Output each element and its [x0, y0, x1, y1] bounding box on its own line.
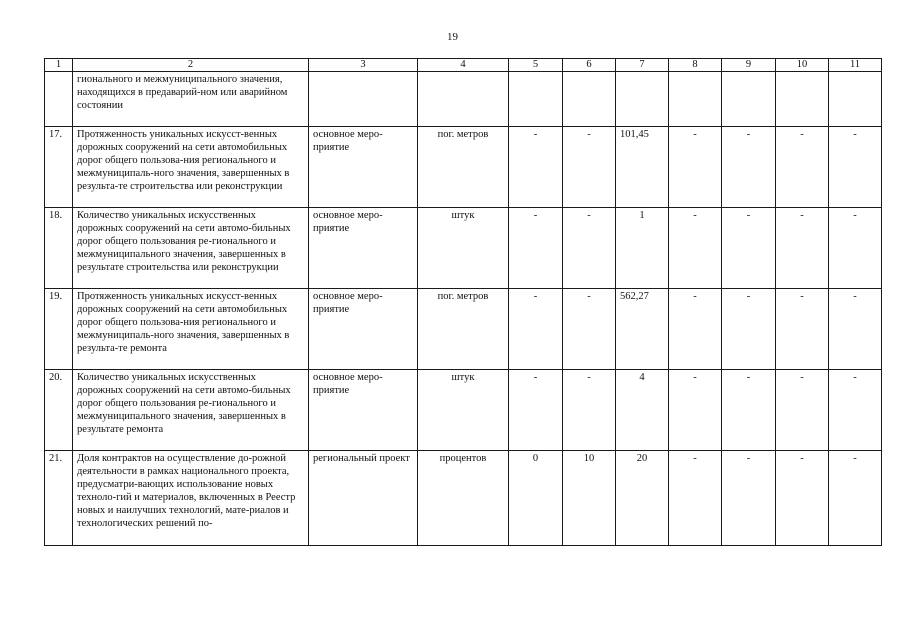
value-col-7: 4 — [616, 370, 669, 451]
page-number: 19 — [447, 31, 458, 43]
value-col-6: 10 — [563, 451, 616, 546]
indicator-name: Протяженность уникальных искусст-венных дорожных сооружений на сети автомобильных дорог общего пользова-ния регионального и межмуниципаль-ного значения, завершенных в результа-те строительства или реконструкции — [73, 127, 309, 208]
value-col-7: 101,45 — [616, 127, 669, 208]
column-header: 8 — [669, 59, 722, 72]
value-col-10: - — [776, 451, 829, 546]
column-header: 4 — [418, 59, 509, 72]
table-row — [45, 127, 882, 208]
indicator-name: Протяженность уникальных искусст-венных дорожных сооружений на сети автомобильных дорог общего пользова-ния регионального и межмуниципаль-ного значения, завершенных в результа-те ремонта — [73, 289, 309, 370]
unit-of-measure: штук — [418, 370, 509, 451]
value-col-7: 20 — [616, 451, 669, 546]
value-col-10 — [776, 72, 829, 127]
indicator-name: гионального и межмуниципального значения, находящихся в предаварий-ном или аварийном состоянии — [73, 72, 309, 127]
value-col-11: - — [829, 451, 882, 546]
value-col-9: - — [722, 289, 776, 370]
row-number: 19. — [45, 289, 73, 370]
table-row — [45, 289, 882, 370]
value-col-5: 0 — [509, 451, 563, 546]
indicator-type: основное меро-приятие — [309, 208, 418, 289]
value-col-8 — [669, 72, 722, 127]
value-col-10: - — [776, 289, 829, 370]
row-number: 21. — [45, 451, 73, 546]
column-header: 10 — [776, 59, 829, 72]
value-col-9: - — [722, 451, 776, 546]
column-header: 1 — [45, 59, 73, 72]
value-col-9: - — [722, 127, 776, 208]
value-col-6: - — [563, 289, 616, 370]
value-col-8: - — [669, 451, 722, 546]
value-col-9: - — [722, 370, 776, 451]
column-header: 11 — [829, 59, 882, 72]
table-header-row — [45, 59, 882, 72]
column-header: 5 — [509, 59, 563, 72]
row-number: 17. — [45, 127, 73, 208]
table-row — [45, 72, 882, 127]
unit-of-measure: процентов — [418, 451, 509, 546]
value-col-7: 1 — [616, 208, 669, 289]
table-row — [45, 208, 882, 289]
row-number: 18. — [45, 208, 73, 289]
unit-of-measure: пог. метров — [418, 289, 509, 370]
value-col-5: - — [509, 127, 563, 208]
indicators-table — [44, 58, 882, 546]
value-col-8: - — [669, 127, 722, 208]
indicator-type: основное меро-приятие — [309, 370, 418, 451]
column-header: 7 — [616, 59, 669, 72]
value-col-11: - — [829, 370, 882, 451]
value-col-9 — [722, 72, 776, 127]
indicator-type: региональный проект — [309, 451, 418, 546]
value-col-10: - — [776, 208, 829, 289]
indicator-type: основное меро-приятие — [309, 289, 418, 370]
indicator-type: основное меро-приятие — [309, 127, 418, 208]
column-header: 9 — [722, 59, 776, 72]
value-col-10: - — [776, 370, 829, 451]
unit-of-measure: штук — [418, 208, 509, 289]
value-col-7 — [616, 72, 669, 127]
value-col-8: - — [669, 208, 722, 289]
row-number — [45, 72, 73, 127]
column-header: 2 — [73, 59, 309, 72]
value-col-11: - — [829, 289, 882, 370]
value-col-8: - — [669, 289, 722, 370]
table-row — [45, 451, 882, 546]
value-col-6: - — [563, 370, 616, 451]
value-col-6 — [563, 72, 616, 127]
value-col-10: - — [776, 127, 829, 208]
table-row — [45, 370, 882, 451]
row-number: 20. — [45, 370, 73, 451]
value-col-11: - — [829, 127, 882, 208]
value-col-9: - — [722, 208, 776, 289]
value-col-6: - — [563, 208, 616, 289]
unit-of-measure — [418, 72, 509, 127]
unit-of-measure: пог. метров — [418, 127, 509, 208]
value-col-11: - — [829, 208, 882, 289]
value-col-5: - — [509, 208, 563, 289]
indicator-name: Доля контрактов на осуществление до-рожной деятельности в рамках национального проекта, предусматри-вающих использование новых техноло-гий и материалов, включенных в Реестр новых и наилучших технологий, мате-риалов и технологических решений по- — [73, 451, 309, 546]
value-col-5: - — [509, 370, 563, 451]
value-col-5: - — [509, 289, 563, 370]
column-header: 3 — [309, 59, 418, 72]
indicator-name: Количество уникальных искусственных дорожных сооружений на сети автомо-бильных дорог общего пользования ре-гионального и межмуниципального значения, завершенных в результате строительства или реконструкции — [73, 208, 309, 289]
value-col-6: - — [563, 127, 616, 208]
value-col-11 — [829, 72, 882, 127]
value-col-8: - — [669, 370, 722, 451]
indicator-name: Количество уникальных искусственных дорожных сооружений на сети автомо-бильных дорог общего пользования ре-гионального и межмуниципального значения, завершенных в результате ремонта — [73, 370, 309, 451]
value-col-7: 562,27 — [616, 289, 669, 370]
value-col-5 — [509, 72, 563, 127]
indicator-type — [309, 72, 418, 127]
column-header: 6 — [563, 59, 616, 72]
